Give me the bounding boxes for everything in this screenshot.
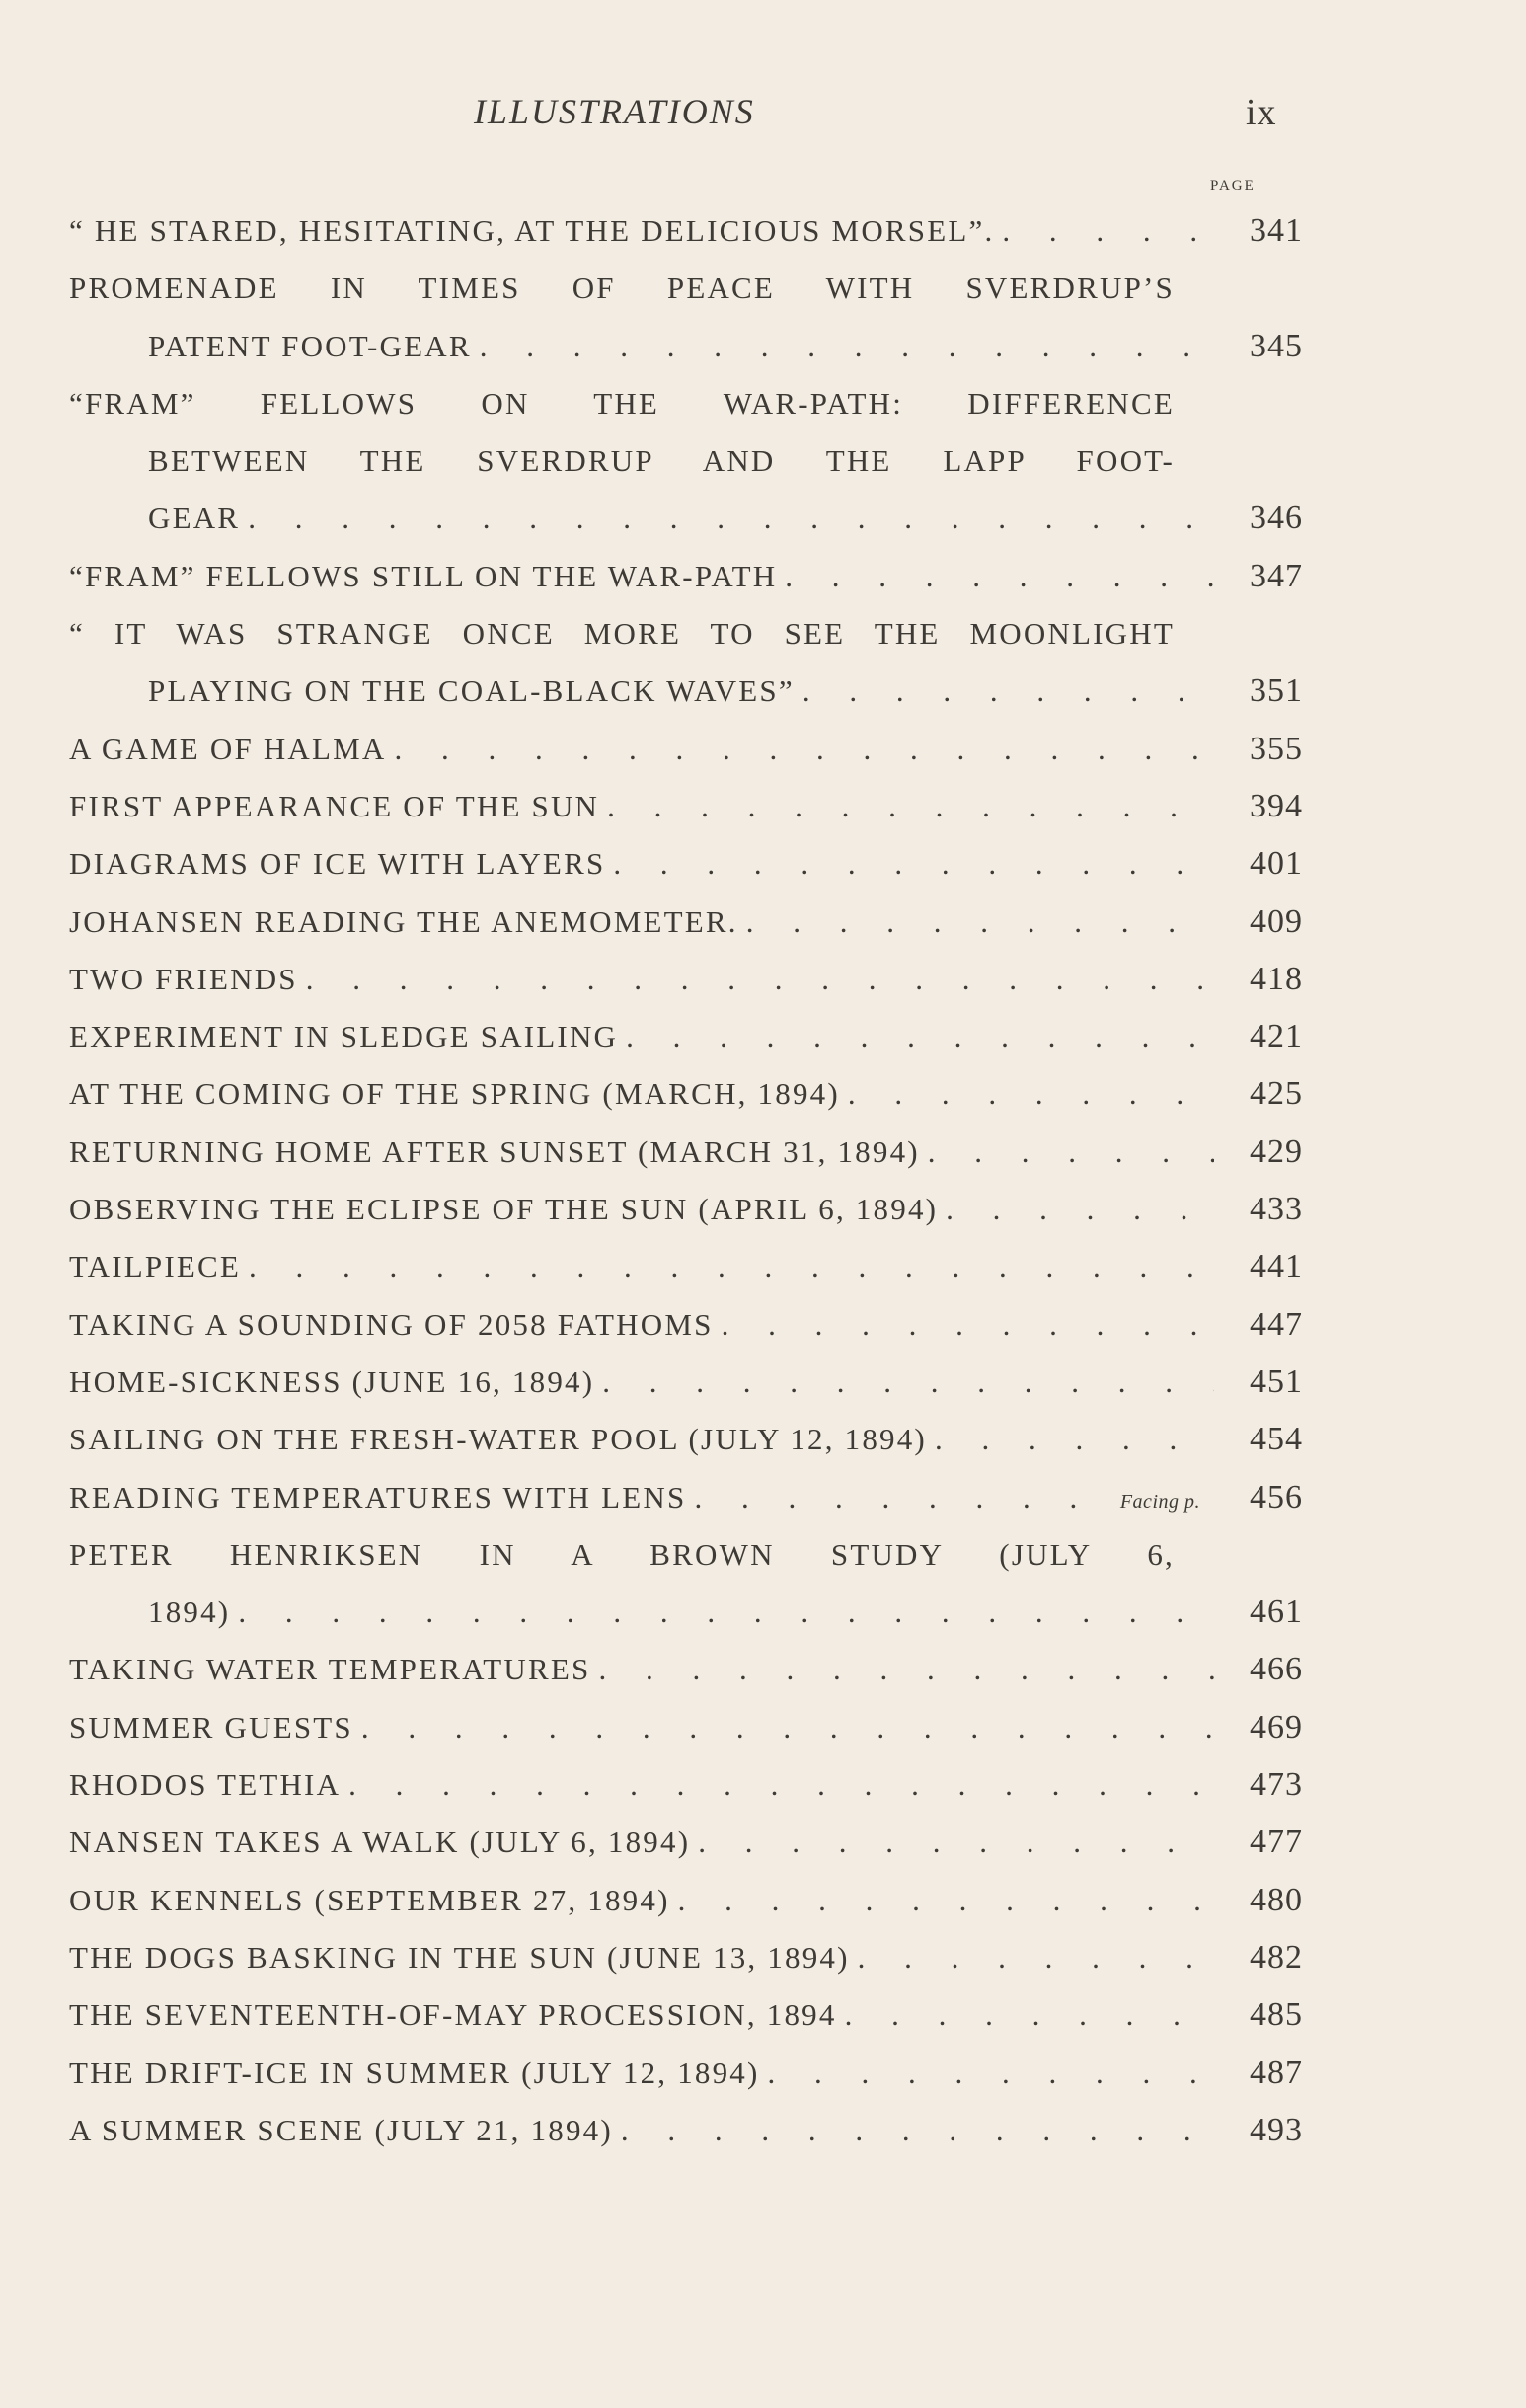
dot-leader	[795, 662, 1214, 720]
dot-leader	[840, 1065, 1214, 1123]
entry-last-line	[69, 1354, 1303, 1411]
entry-title-line: 1894)	[148, 1594, 231, 1630]
entry-last-line	[69, 1008, 1303, 1065]
dot-leader	[994, 202, 1214, 260]
list-item	[69, 721, 1303, 778]
entry-last-line	[69, 662, 1303, 720]
entry-page-number: 401	[1250, 845, 1303, 883]
list-item	[69, 375, 1303, 548]
entry-last-line	[69, 1756, 1303, 1814]
entry-last-line	[69, 1181, 1303, 1238]
dot-leader	[613, 2102, 1214, 2159]
entry-page-number: 394	[1250, 787, 1303, 824]
entry-page-number: 345	[1250, 327, 1303, 364]
list-item	[69, 1238, 1303, 1295]
illustrations-list	[69, 202, 1303, 2159]
entry-last-line	[69, 490, 1303, 547]
entry-page-number: 469	[1250, 1708, 1303, 1746]
list-item	[69, 202, 1303, 260]
dot-leader	[341, 1756, 1214, 1814]
entry-title-line: OUR KENNELS (SEPTEMBER 27, 1894)	[69, 1882, 670, 1917]
list-item	[69, 835, 1303, 893]
page-number: ix	[1246, 92, 1277, 133]
entry-page-number: 421	[1250, 1018, 1303, 1055]
dot-leader	[240, 490, 1214, 547]
entry-page-number: 355	[1250, 730, 1303, 767]
entry-last-line	[69, 1411, 1303, 1468]
entry-title-line: PLAYING ON THE COAL-BLACK WAVES”	[148, 673, 795, 709]
entry-page-number: 441	[1250, 1248, 1303, 1285]
entry-last-line	[69, 1124, 1303, 1181]
entry-last-line	[69, 893, 1303, 951]
dot-leader	[605, 835, 1214, 893]
entry-page-number: 418	[1250, 960, 1303, 997]
dot-leader	[920, 1124, 1214, 1181]
list-item	[69, 1986, 1303, 2044]
dot-leader	[472, 318, 1214, 375]
list-item	[69, 1065, 1303, 1123]
entry-title-line: “FRAM” FELLOWS ON THE WAR-PATH: DIFFERENCE	[69, 385, 1175, 421]
entry-title-line: BETWEEN THE SVERDRUP AND THE LAPP FOOT-	[148, 443, 1175, 479]
list-item	[69, 778, 1303, 835]
dot-leader	[353, 1699, 1214, 1756]
entry-page-number: 482	[1250, 1938, 1303, 1976]
list-item	[69, 1469, 1303, 1526]
entry-title-line: NANSEN TAKES A WALK (JULY 6, 1894)	[69, 1825, 691, 1860]
entry-title-line: THE DRIFT-ICE IN SUMMER (JULY 12, 1894)	[69, 2055, 760, 2090]
entry-last-line	[69, 1296, 1303, 1354]
entry-last-line	[69, 1641, 1303, 1698]
dot-leader	[670, 1872, 1214, 1929]
entry-page-number: 473	[1250, 1766, 1303, 1804]
entry-last-line	[69, 951, 1303, 1008]
entry-title-line: TAKING WATER TEMPERATURES	[69, 1652, 591, 1687]
dot-leader	[387, 721, 1215, 778]
entry-last-line	[69, 1238, 1303, 1295]
entry-title-line: READING TEMPERATURES WITH LENS	[69, 1479, 687, 1515]
dot-leader	[837, 1986, 1214, 2044]
list-item	[69, 1411, 1303, 1468]
list-item	[69, 1872, 1303, 1929]
list-item	[69, 951, 1303, 1008]
list-item	[69, 1526, 1303, 1642]
dot-leader	[777, 548, 1214, 605]
list-item	[69, 1814, 1303, 1871]
entry-last-line	[69, 1699, 1303, 1756]
dot-leader	[714, 1296, 1214, 1354]
dot-leader	[298, 951, 1214, 1008]
entry-title-line: RETURNING HOME AFTER SUNSET (MARCH 31, 1894)	[69, 1133, 920, 1169]
entry-last-line	[69, 1584, 1303, 1641]
entry-title-line: AT THE COMING OF THE SPRING (MARCH, 1894)	[69, 1076, 840, 1112]
list-item	[69, 1641, 1303, 1698]
entry-page-number: 433	[1250, 1191, 1303, 1228]
entry-title-line: FIRST APPEARANCE OF THE SUN	[69, 788, 600, 823]
entry-page-number: 493	[1250, 2111, 1303, 2148]
entry-title-line: OBSERVING THE ECLIPSE OF THE SUN (APRIL 6, 1894)	[69, 1192, 939, 1227]
running-head-title: ILLUSTRATIONS	[474, 92, 755, 131]
entry-last-line	[69, 202, 1303, 260]
entry-page-number: 466	[1250, 1651, 1303, 1688]
list-item	[69, 1354, 1303, 1411]
entry-page-number: 480	[1250, 1881, 1303, 1918]
list-item	[69, 1296, 1303, 1354]
entry-title-line: RHODOS TETHIA	[69, 1767, 342, 1803]
entry-page-number: 409	[1250, 902, 1303, 940]
entry-last-line	[69, 1469, 1303, 1526]
entry-page-number: 429	[1250, 1132, 1303, 1170]
entry-title-line: HOME-SICKNESS (JUNE 16, 1894)	[69, 1363, 595, 1399]
entry-title-line: TWO FRIENDS	[69, 961, 298, 996]
entry-title-line: PROMENADE IN TIMES OF PEACE WITH SVERDRUP’S	[69, 271, 1175, 306]
dot-leader	[618, 1008, 1214, 1065]
entry-title-line: PATENT FOOT-GEAR	[148, 328, 472, 363]
list-item	[69, 1699, 1303, 1756]
entry-last-line	[69, 2045, 1303, 2102]
entry-last-line	[69, 2102, 1303, 2159]
entry-page-number: 477	[1250, 1824, 1303, 1861]
list-item	[69, 2045, 1303, 2102]
list-item	[69, 2102, 1303, 2159]
dot-leader	[938, 1181, 1214, 1238]
facing-page-note: Facing p.	[1119, 1490, 1200, 1513]
entry-title-line: TAILPIECE	[69, 1249, 242, 1284]
entry-title-line: GEAR	[148, 501, 241, 536]
entry-last-line	[69, 1814, 1303, 1871]
entry-last-line	[69, 1929, 1303, 1986]
list-item	[69, 893, 1303, 951]
entry-page-number: 456	[1250, 1478, 1303, 1515]
entry-title-line: “ HE STARED, HESITATING, AT THE DELICIOUS MORSEL”.	[69, 213, 995, 248]
entry-page-number: 451	[1250, 1362, 1303, 1400]
entry-title-line: THE SEVENTEENTH-OF-MAY PROCESSION, 1894	[69, 1997, 837, 2033]
entry-last-line	[69, 1065, 1303, 1123]
list-item	[69, 605, 1303, 721]
entry-title-line: JOHANSEN READING THE ANEMOMETER.	[69, 903, 738, 939]
page-column-label: PAGE	[1210, 178, 1256, 194]
dot-leader	[760, 2045, 1214, 2102]
dot-leader	[690, 1814, 1214, 1871]
entry-title-line: “ IT WAS STRANGE ONCE MORE TO SEE THE MOONLIGHT	[69, 616, 1175, 652]
entry-page-number: 346	[1250, 500, 1303, 537]
dot-leader	[241, 1238, 1214, 1295]
list-item	[69, 260, 1303, 375]
dot-leader	[599, 778, 1214, 835]
list-item	[69, 1124, 1303, 1181]
entry-title-line: THE DOGS BASKING IN THE SUN (JUNE 13, 1894)	[69, 1939, 850, 1975]
entry-title-line: EXPERIMENT IN SLEDGE SAILING	[69, 1019, 619, 1054]
list-item	[69, 1756, 1303, 1814]
entry-page-number: 351	[1250, 672, 1303, 710]
entry-last-line	[69, 1986, 1303, 2044]
list-item	[69, 1181, 1303, 1238]
entry-title-line: DIAGRAMS OF ICE WITH LAYERS	[69, 846, 606, 882]
dot-leader	[738, 893, 1214, 951]
list-item	[69, 548, 1303, 605]
entry-title-line: PETER HENRIKSEN IN A BROWN STUDY (JULY 6,	[69, 1536, 1175, 1572]
dot-leader	[686, 1469, 1113, 1526]
entry-title-line: TAKING A SOUNDING OF 2058 FATHOMS	[69, 1306, 714, 1342]
entry-last-line	[69, 548, 1303, 605]
entry-last-line	[69, 721, 1303, 778]
entry-title-line: SAILING ON THE FRESH-WATER POOL (JULY 12, 1894)	[69, 1422, 927, 1457]
entry-last-line	[69, 778, 1303, 835]
entry-title-line: A SUMMER SCENE (JULY 21, 1894)	[69, 2112, 613, 2147]
entry-page-number: 461	[1250, 1593, 1303, 1631]
entry-page-number: 485	[1250, 1996, 1303, 2034]
entry-page-number: 447	[1250, 1305, 1303, 1343]
entry-title-line: SUMMER GUESTS	[69, 1709, 353, 1745]
entry-page-number: 454	[1250, 1421, 1303, 1458]
entry-page-number: 347	[1250, 557, 1303, 594]
dot-leader	[927, 1411, 1214, 1468]
list-item	[69, 1929, 1303, 1986]
dot-leader	[594, 1354, 1214, 1411]
entry-last-line	[69, 1872, 1303, 1929]
dot-leader	[850, 1929, 1214, 1986]
entry-last-line	[69, 318, 1303, 375]
entry-page-number: 487	[1250, 2054, 1303, 2091]
entry-page-number: 341	[1250, 212, 1303, 249]
entry-title-line: “FRAM” FELLOWS STILL ON THE WAR-PATH	[69, 558, 778, 593]
dot-leader	[230, 1584, 1214, 1641]
entry-last-line	[69, 835, 1303, 893]
entry-title-line: A GAME OF HALMA	[69, 731, 387, 766]
dot-leader	[590, 1641, 1214, 1698]
entry-page-number: 425	[1250, 1075, 1303, 1113]
list-item	[69, 1008, 1303, 1065]
